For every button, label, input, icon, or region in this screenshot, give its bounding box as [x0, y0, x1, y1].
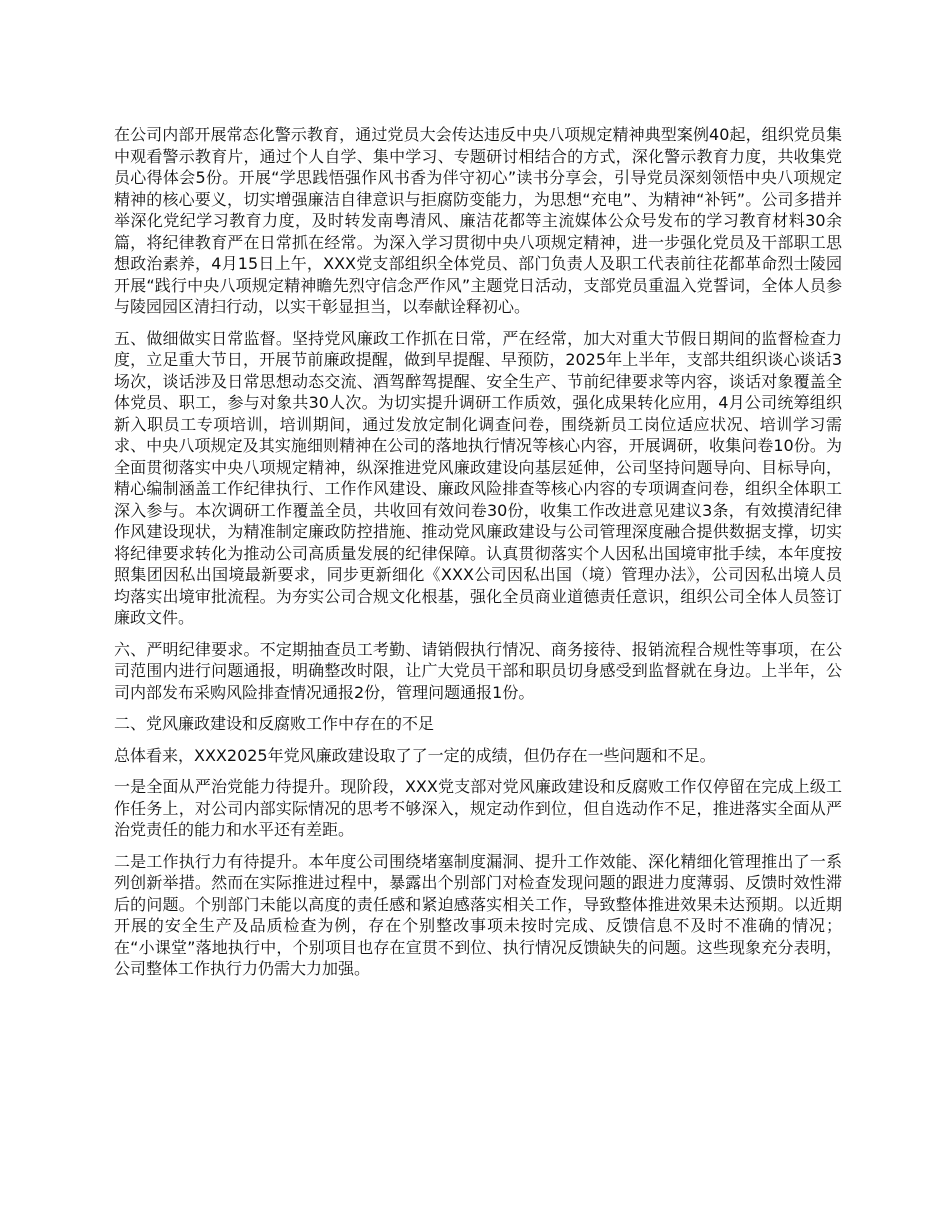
paragraph-daily-supervision: 五、做细做实日常监督。坚持党风廉政工作抓在日常，严在经常，加大对重大节假日期间的监督检查力度，立足重大节日，开展节前廉政提醒，做到早提醒、早预防，2025年上半年，支部共组织谈心谈话3场次，谈话涉及日常思想动态交流、酒驾醉驾提醒、安全生产、节前纪律要求等内容，谈话对象覆盖全体党员、职工，参与对象共30人次。为切实提升调研工作质效，强化成果转化应用，4月公司统筹组织新入职员工专项培训，培训期间，通过发放定制化调查问卷，围绕新员工岗位适应状况、培训学习需求、中央八项规定及其实施细则精神在公司的落地执行情况等核心内容，开展调研，收集问卷10份。为全面贯彻落实中央八项规定精神，纵深推进党风廉政建设向基层延伸，公司坚持问题导向、目标导向，精心编制涵盖工作纪律执行、工作作风建设、廉政风险排查等核心内容的专项调查问卷，组织全体职工深入参与。本次调研工作覆盖全员，共收回有效问卷30份，收集工作改进意见建议3条，有效摸清纪律作风建设现状，为精准制定廉政防控措施、推动党风廉政建设与公司管理深度融合提供数据支撑，切实将纪律要求转化为推动公司高质量发展的纪律保障。认真贯彻落实个人因私出国境审批手续，本年度按照集团因私出国境最新要求，同步更新细化《XXX公司因私出国（境）管理办法》，公司因私出境人员均落实出境审批流程。为夯实公司合规文化根基，强化全员商业道德责任意识，组织公司全体人员签订廉政文件。 [114, 328, 842, 627]
paragraph-warning-education: 在公司内部开展常态化警示教育，通过党员大会传达违反中央八项规定精神典型案例40起，组织党员集中观看警示教育片，通过个人自学、集中学习、专题研讨相结合的方式，深化警示教育力度，共收集党员心得体会5份。开展“学思践悟强作风书香为伴守初心”读书分享会，引导党员深刻领悟中央八项规定精神的核心要义，切实增强廉洁自律意识与拒腐防变能力，为思想“充电”、为精神“补钙”。公司多措并举深化党纪学习教育力度，及时转发南粤清风、廉洁花都等主流媒体公众号发布的学习教育材料30余篇，将纪律教育严在日常抓在经常。为深入学习贯彻中央八项规定精神，进一步强化党员及干部职工思想政治素养，4月15日上午，XXX党支部组织全体党员、部门负责人及职工代表前往花都革命烈士陵园开展“践行中央八项规定精神瞻先烈守信念严作风”主题党日活动，支部党员重温入党誓词，全体人员参与陵园园区清扫行动，以实干彰显担当，以奉献诠释初心。 [114, 125, 842, 316]
document-body [114, 124, 842, 990]
paragraph-discipline-requirements: 六、严明纪律要求。不定期抽查员工考勤、请销假执行情况、商务接待、报销流程合规性等事项，在公司范围内进行问题通报，明确整改时限，让广大党员干部和职员切身感受到监督就在身边。上半年，公司内部发布采购风险排查情况通报2份，管理问题通报1份。 [114, 639, 842, 702]
paragraph-shortcoming-one: 一是全面从严治党能力待提升。现阶段，XXX党支部对党风廉政建设和反腐败工作仅停留在完成上级工作任务上，对公司内部实际情况的思考不够深入，规定动作到位，但自选动作不足，推进落实全面从严治党责任的能力和水平还有差距。 [114, 777, 842, 839]
section-heading-shortcomings: 二、党风廉政建设和反腐败工作中存在的不足 [114, 714, 435, 733]
paragraph-overall-summary: 总体看来，XXX2025年党风廉政建设取了了一定的成绩，但仍存在一些问题和不足。 [114, 745, 716, 765]
paragraph-shortcoming-two: 二是工作执行力有待提升。本年度公司围绕堵塞制度漏洞、提升工作效能、深化精细化管理推出了一系列创新举措。然而在实际推进过程中，暴露出个别部门对检查发现问题的跟进力度薄弱、反馈时效性滞后的问题。个别部门未能以高度的责任感和紧迫感落实相关工作，导致整体推进效果未达预期。以近期开展的安全生产及品质检查为例，存在个别整改事项未按时完成、反馈信息不及时不准确的情况；在“小课堂”落地执行中，个别项目也存在宣贯不到位、执行情况反馈缺失的问题。这些现象充分表明，公司整体工作执行力仍需大力加强。 [114, 851, 842, 978]
